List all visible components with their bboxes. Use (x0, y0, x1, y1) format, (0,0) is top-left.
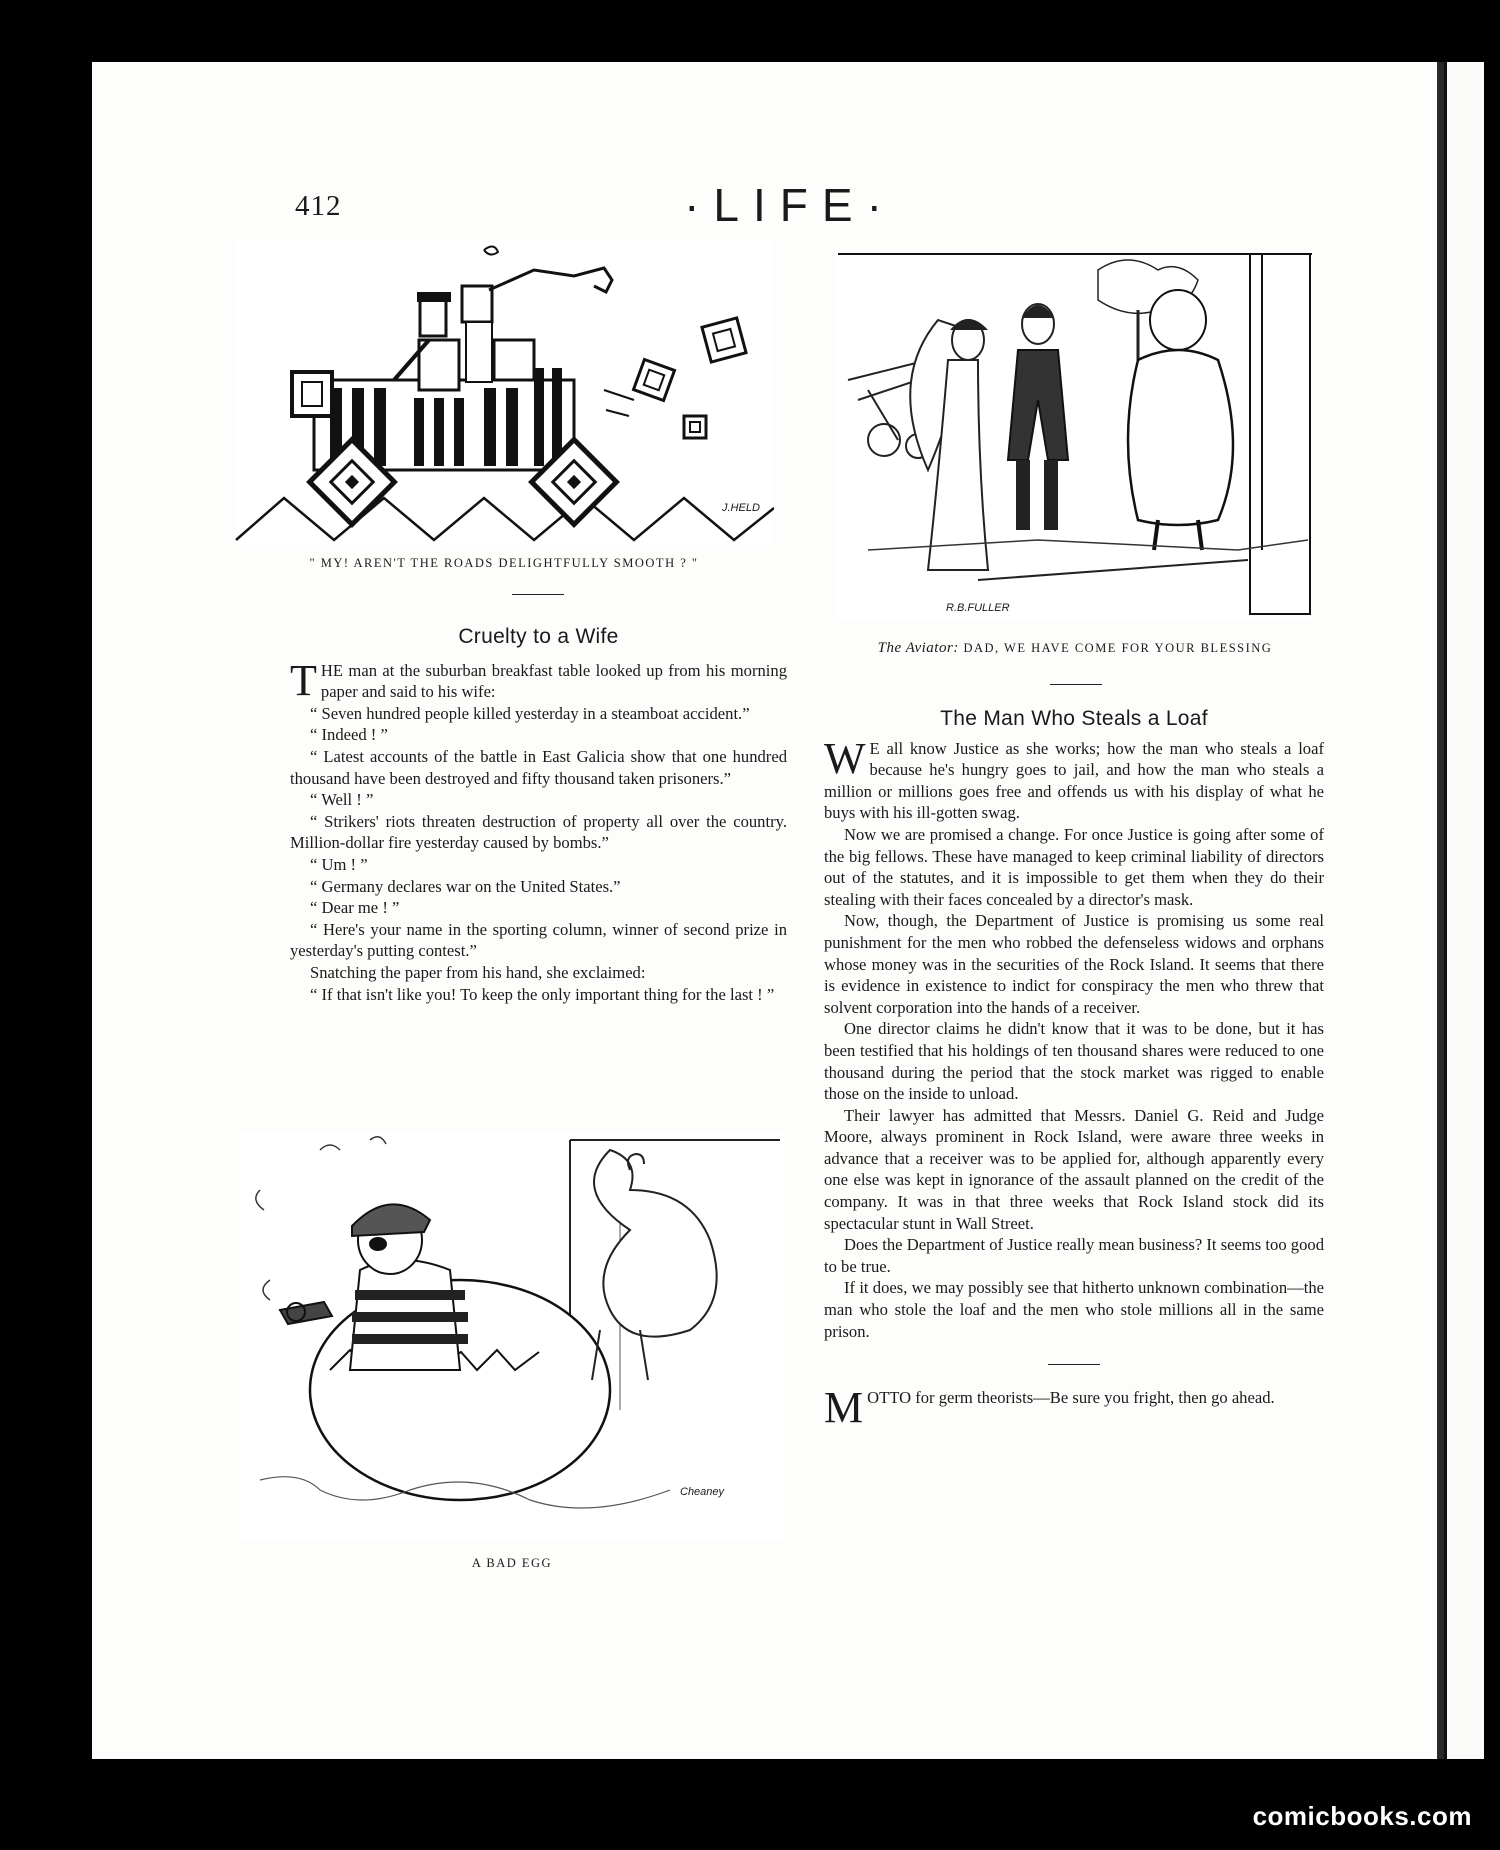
geometric-car-drawing (234, 240, 774, 545)
article-paragraph: “ Indeed ! ” (310, 725, 388, 745)
article-paragraph: Now we are promised a change. For once Justice is going after some of the big fellows. These have managed to keep criminal liability of directors out of the statutes, and it is impossible to get them when they do their stealing with their faces concealed by a director's mask. (824, 824, 1324, 909)
article-paragraph: W E all know Justice as she works; how the man who steals a loaf because he's hungry goes to jail, and how the man who steals a million or millions goes free and offends us with his display of what he buys with his ill-gotten swag. (824, 733, 1324, 823)
article-paragraph: If it does, we may possibly see that hitherto unknown combination—the man who stole the loaf and the men who stole millions all in the same prison. (824, 1278, 1324, 1341)
drop-cap: T (290, 655, 317, 705)
motto-paragraph: MOTTO for germ theorists—Be sure you fright, then go ahead. (824, 1383, 1275, 1433)
page-gutter (1437, 62, 1444, 1759)
drop-cap: M (824, 1383, 864, 1433)
article-title: The Man Who Steals a Loaf (940, 707, 1208, 730)
article-paragraph: “ Well ! ” (310, 790, 374, 810)
cartoon-signature: J.HELD (722, 502, 760, 514)
bad-egg-drawing (240, 1130, 784, 1540)
article-paragraph: Their lawyer has admitted that Messrs. Daniel G. Reid and Judge Moore, always prominent in Rock Island, were aware three weeks in advance that a receiver was to be applied for, although apparently every one else was kept in ignorance of the assault planned on the credit of the company. It was in that three weeks that Rock Island stock did its spectacular stunt in Wall Street. (824, 1105, 1324, 1233)
watermark: comicbooks.com (1252, 1801, 1472, 1831)
section-divider (512, 594, 564, 595)
article-paragraph: Now, though, the Department of Justice is promising us some real punishment for the men who robbed the defenseless widows and orphans whose money was in the securities of the Rock Island. It seems that there is evidence in existence to indict for conspiracy the men who threw that solvent corporation into the hands of a receiver. (824, 911, 1324, 1017)
article-cruelty (290, 626, 787, 1005)
cartoon-caption (838, 640, 1312, 657)
article-loaf (824, 707, 1324, 1433)
adjacent-page-edge (1444, 62, 1484, 1759)
section-divider (1048, 1364, 1100, 1365)
article-paragraph: “ Strikers' riots threaten destruction of property all over the country. Million-dollar fire yesterday caused by bombs.” (290, 811, 787, 853)
article-title: Cruelty to a Wife (458, 625, 619, 648)
article-paragraph: “ Dear me ! ” (310, 898, 400, 918)
drop-cap: W (824, 733, 866, 783)
article-paragraph: “ If that isn't like you! To keep the only important thing for the last ! ” (310, 984, 775, 1004)
cartoon-geometric-car (234, 240, 774, 545)
cartoon-signature: Cheaney (680, 1486, 725, 1498)
article-paragraph: THE man at the suburban breakfast table looked up from his morning paper and said to his wife: (290, 655, 787, 705)
aviator-drawing (838, 250, 1312, 620)
article-paragraph: “ Um ! ” (310, 854, 368, 874)
caption-italic: The Aviator: (877, 640, 959, 656)
article-paragraph: “ Seven hundred people killed yesterday in a steamboat accident.” (310, 703, 750, 723)
article-paragraph: Does the Department of Justice really mean business? It seems too good to be true. (824, 1235, 1324, 1276)
article-paragraph: One director claims he didn't know that it was to be done, but it has been testified that his holdings of ten thousand shares were reduced to one thousand during the period that the stock market was rigged to enable those on the inside to unload. (824, 1019, 1324, 1104)
cartoon-bad-egg (240, 1130, 784, 1540)
section-divider (1050, 684, 1102, 685)
cartoon-aviator (838, 250, 1312, 620)
page-number: 412 (295, 190, 342, 222)
article-paragraph: “ Latest accounts of the battle in East Galicia show that one hundred thousand have been destroyed and fifty thousand taken prisoners.” (290, 746, 787, 788)
article-paragraph: “ Here's your name in the sporting column, winner of second prize in yesterday's putting contest.” (290, 919, 787, 961)
cartoon-caption: A BAD EGG (471, 1556, 553, 1570)
cartoon-caption: " MY! AREN'T THE ROADS DELIGHTFULLY SMOOTH ? " (309, 556, 699, 570)
article-paragraph: “ Germany declares war on the United States.” (310, 876, 621, 896)
caption-text: DAD, WE HAVE COME FOR YOUR BLESSING (963, 641, 1273, 655)
cartoon-signature: R.B.FULLER (946, 602, 1010, 614)
article-paragraph: Snatching the paper from his hand, she exclaimed: (310, 962, 646, 982)
masthead-title: ·LIFE· (684, 179, 896, 231)
